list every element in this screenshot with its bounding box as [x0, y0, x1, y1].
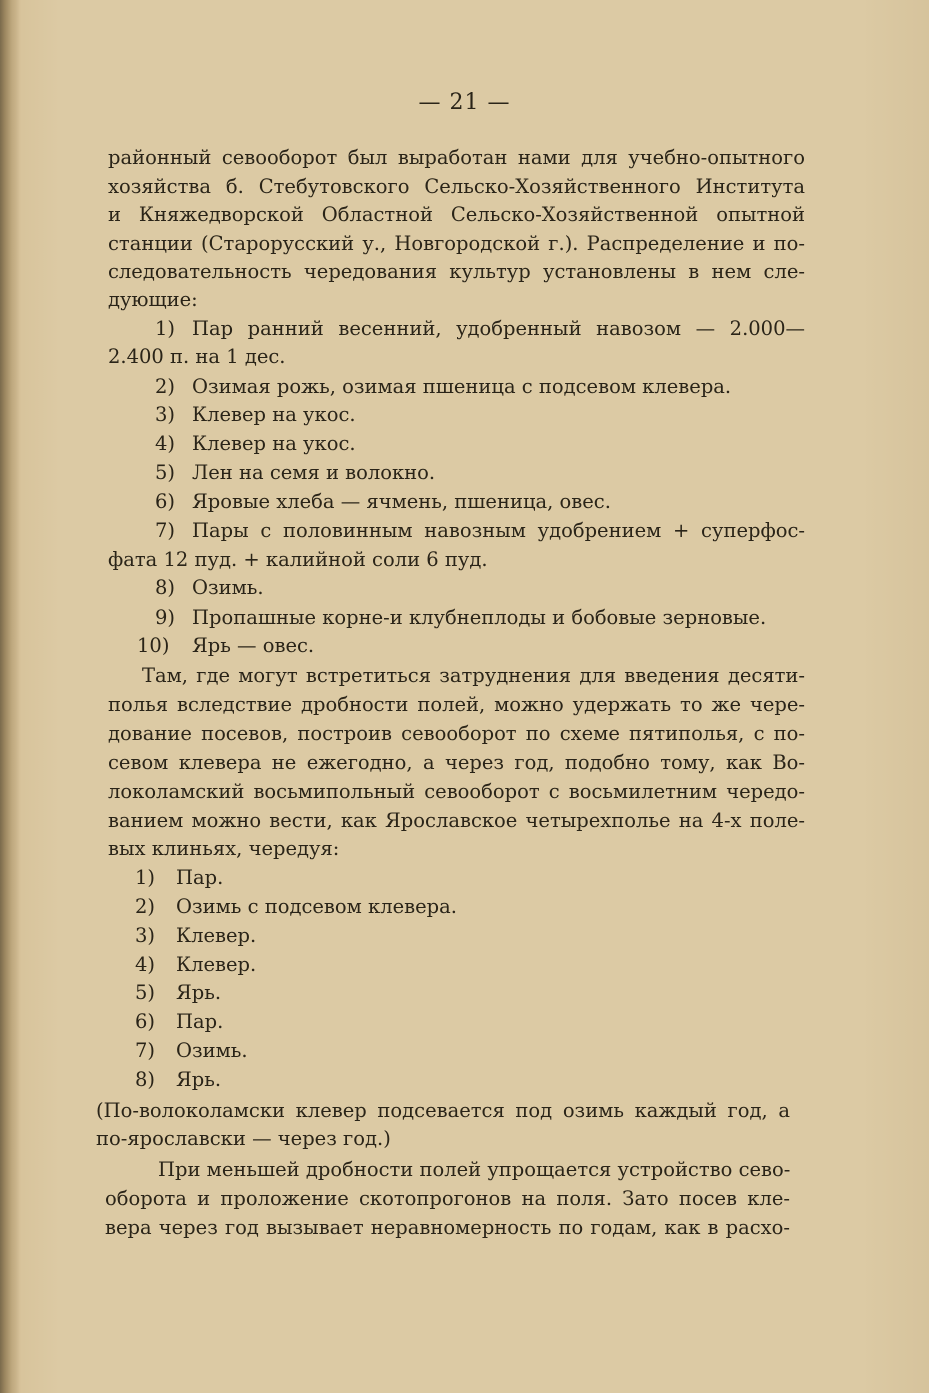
page-number: — 21 — [418, 90, 511, 115]
list-number: 1) [155, 317, 176, 340]
list-item: Озимь с подсевом клевера. [176, 895, 457, 918]
paragraph-line: оборота и проложение скотопрогонов на поля. Зато посев кле- [105, 1187, 790, 1210]
book-binding-edge [0, 0, 20, 1393]
paragraph-line: по-ярославски — через год.) [96, 1127, 391, 1150]
paragraph-line: (По-волоколамски клевер подсевается под озимь каждый год, а [96, 1099, 790, 1122]
list-item: Пар. [176, 1010, 224, 1033]
list-item: Клевер. [176, 924, 257, 947]
list-item-continuation: 2.400 п. на 1 дес. [108, 345, 286, 368]
list-number: 5) [155, 461, 176, 484]
list-item: Ярь. [176, 981, 222, 1004]
paragraph-line: дующие: [108, 288, 198, 311]
list-number: 8) [135, 1068, 156, 1091]
list-item: Яровые хлеба — ячмень, пшеница, овес. [192, 490, 611, 513]
list-item-continuation: фата 12 пуд. + калийной соли 6 пуд. [108, 548, 488, 571]
paragraph-line: и Княжедворской Областной Сельско-Хозяйственной опытной [108, 203, 805, 226]
paragraph-line: ванием можно вести, как Ярославское четырехполье на 4-х поле- [108, 809, 805, 832]
paragraph-line: вых клиньях, чередуя: [108, 837, 340, 860]
list-number: 2) [135, 895, 156, 918]
list-item: Клевер на укос. [192, 403, 356, 426]
list-number: 4) [155, 432, 176, 455]
paragraph-line: При меньшей дробности полей упрощается устройство сево- [158, 1158, 791, 1181]
paragraph-line: Там, где могут встретиться затруднения для введения десяти- [142, 664, 805, 687]
list-number: 6) [155, 490, 176, 513]
list-number: 9) [155, 606, 176, 629]
paragraph-line: хозяйства б. Стебутовского Сельско-Хозяйственного Института [108, 175, 805, 198]
paragraph-line: станции (Старорусский у., Новгородской г.). Распределение и по- [108, 232, 805, 255]
list-item: Клевер. [176, 953, 257, 976]
list-number: 3) [155, 403, 176, 426]
list-item: Ярь — овес. [192, 634, 315, 657]
paragraph-line: севом клевера не ежегодно, а через год, подобно тому, как Во- [108, 751, 805, 774]
list-number: 7) [135, 1039, 156, 1062]
list-item: Озимь. [192, 576, 264, 599]
list-number: 4) [135, 953, 156, 976]
list-item: Озимая рожь, озимая пшеница с подсевом клевера. [192, 375, 732, 398]
list-item: Клевер на укос. [192, 432, 356, 455]
paragraph-line: полья вследствие дробности полей, можно удержать то же чере- [108, 693, 805, 716]
list-item: Ярь. [176, 1068, 222, 1091]
paragraph-line: следовательность чередования культур установлены в нем сле- [108, 260, 805, 283]
list-item: Лен на семя и волокно. [192, 461, 436, 484]
paragraph-line: локоламский восьмипольный севооборот с восьмилетним чередо- [108, 780, 805, 803]
list-number: 5) [135, 981, 156, 1004]
list-number: 7) [155, 519, 176, 542]
list-item: Пар. [176, 866, 224, 889]
list-number: 10) [137, 634, 170, 657]
paragraph-line: вера через год вызывает неравномерность по годам, как в расхо- [105, 1216, 790, 1239]
list-number: 2) [155, 375, 176, 398]
list-item: Озимь. [176, 1039, 248, 1062]
list-number: 8) [155, 576, 176, 599]
list-item: Пар ранний весенний, удобренный навозом — 2.000— [192, 317, 805, 340]
list-number: 3) [135, 924, 156, 947]
list-number: 1) [135, 866, 156, 889]
paragraph-line: районный севооборот был выработан нами для учебно-опытного [108, 146, 805, 169]
paragraph-line: дование посевов, построив севооборот по схеме пятиполья, с по- [108, 722, 805, 745]
list-item: Пропашные корне-и клубнеплоды и бобовые зерновые. [192, 606, 767, 629]
list-item: Пары с половинным навозным удобрением + суперфос- [192, 519, 805, 542]
list-number: 6) [135, 1010, 156, 1033]
